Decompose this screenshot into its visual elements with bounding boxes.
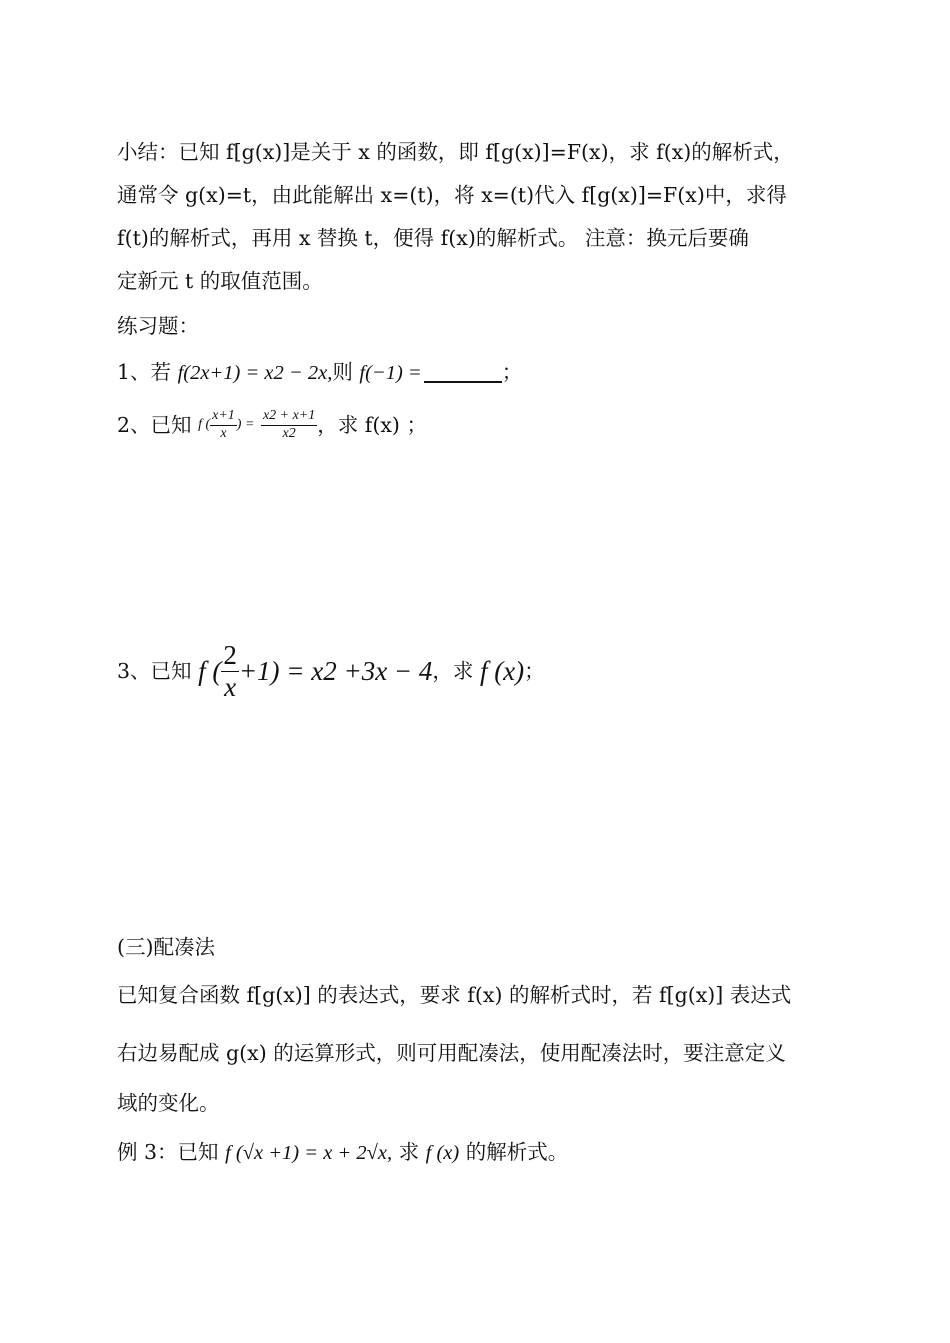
q3-fx: f (x)	[479, 656, 525, 687]
ex3-mid: 求	[392, 1140, 426, 1164]
q3-f: f (	[198, 656, 222, 687]
section-3-p2: 右边易配成 g(x) 的运算形式，则可用配凑法，使用配凑法时，要注意定义	[117, 1041, 786, 1065]
q2-num2: x2 + x+1	[261, 408, 317, 426]
q1-suffix: ；	[501, 360, 523, 384]
q3-suffix: ；	[524, 658, 545, 683]
question-1	[117, 362, 522, 384]
question-3	[117, 640, 545, 703]
q3-rest: +1) = x2 +3x − 4	[238, 656, 433, 687]
q3-num: 2	[221, 640, 239, 672]
q3-prefix: 3、已知	[117, 658, 199, 683]
q3-fraction	[221, 640, 239, 703]
example-3	[117, 1142, 568, 1164]
ex3-suffix: 的解析式。	[459, 1140, 569, 1164]
q2-den2: x2	[282, 425, 296, 441]
q1-then: 则	[332, 360, 360, 384]
q2-f: f (	[198, 416, 211, 432]
ex3-fx: f (x)	[425, 1142, 460, 1164]
section-3-p1: 已知复合函数 f[g(x)] 的表达式，要求 f(x) 的解析式时，若 f[g(x)] 表达式	[117, 983, 792, 1007]
q2-fraction-2	[261, 408, 317, 443]
q2-prefix: 2、已知	[117, 413, 199, 437]
summary-line-4: 定新元 t 的取值范围。	[117, 269, 323, 293]
q3-comma: ，求	[432, 658, 480, 683]
summary-line-2: 通常令 g(x)=t，由此能解出 x=(t)，将 x=(t)代入 f[g(x)]=F(x)中，求得	[117, 183, 787, 207]
summary-line-1: 小结：已知 f[g(x)]是关于 x 的函数，即 f[g(x)]=F(x)，求 f(x)的解析式，	[117, 140, 794, 164]
question-2	[117, 408, 427, 443]
q3-den: x	[224, 672, 237, 703]
answer-blank[interactable]	[424, 363, 502, 383]
q2-num1: x+1	[210, 408, 237, 426]
practice-heading: 练习题：	[117, 314, 199, 338]
ex3-expr: f (√x +1) = x + 2√x,	[225, 1142, 393, 1164]
q2-eq: ) =	[236, 416, 255, 432]
q2-fraction-1	[210, 408, 237, 443]
ex3-prefix: 例 3：已知	[117, 1140, 226, 1164]
section-3-p3: 域的变化。	[117, 1091, 220, 1115]
q1-expr: f(2x+1) = x2 − 2x,	[177, 362, 333, 384]
q2-den1: x	[220, 425, 227, 441]
q1-expr2: f(−1) =	[359, 362, 422, 384]
q1-prefix: 1、若	[117, 360, 178, 384]
section-3-heading: (三)配凑法	[117, 935, 215, 959]
q2-suffix: ，求 f(x) ；	[317, 413, 427, 437]
summary-line-3: f(t)的解析式，再用 x 替换 t，便得 f(x)的解析式。 注意：换元后要确	[117, 226, 749, 250]
